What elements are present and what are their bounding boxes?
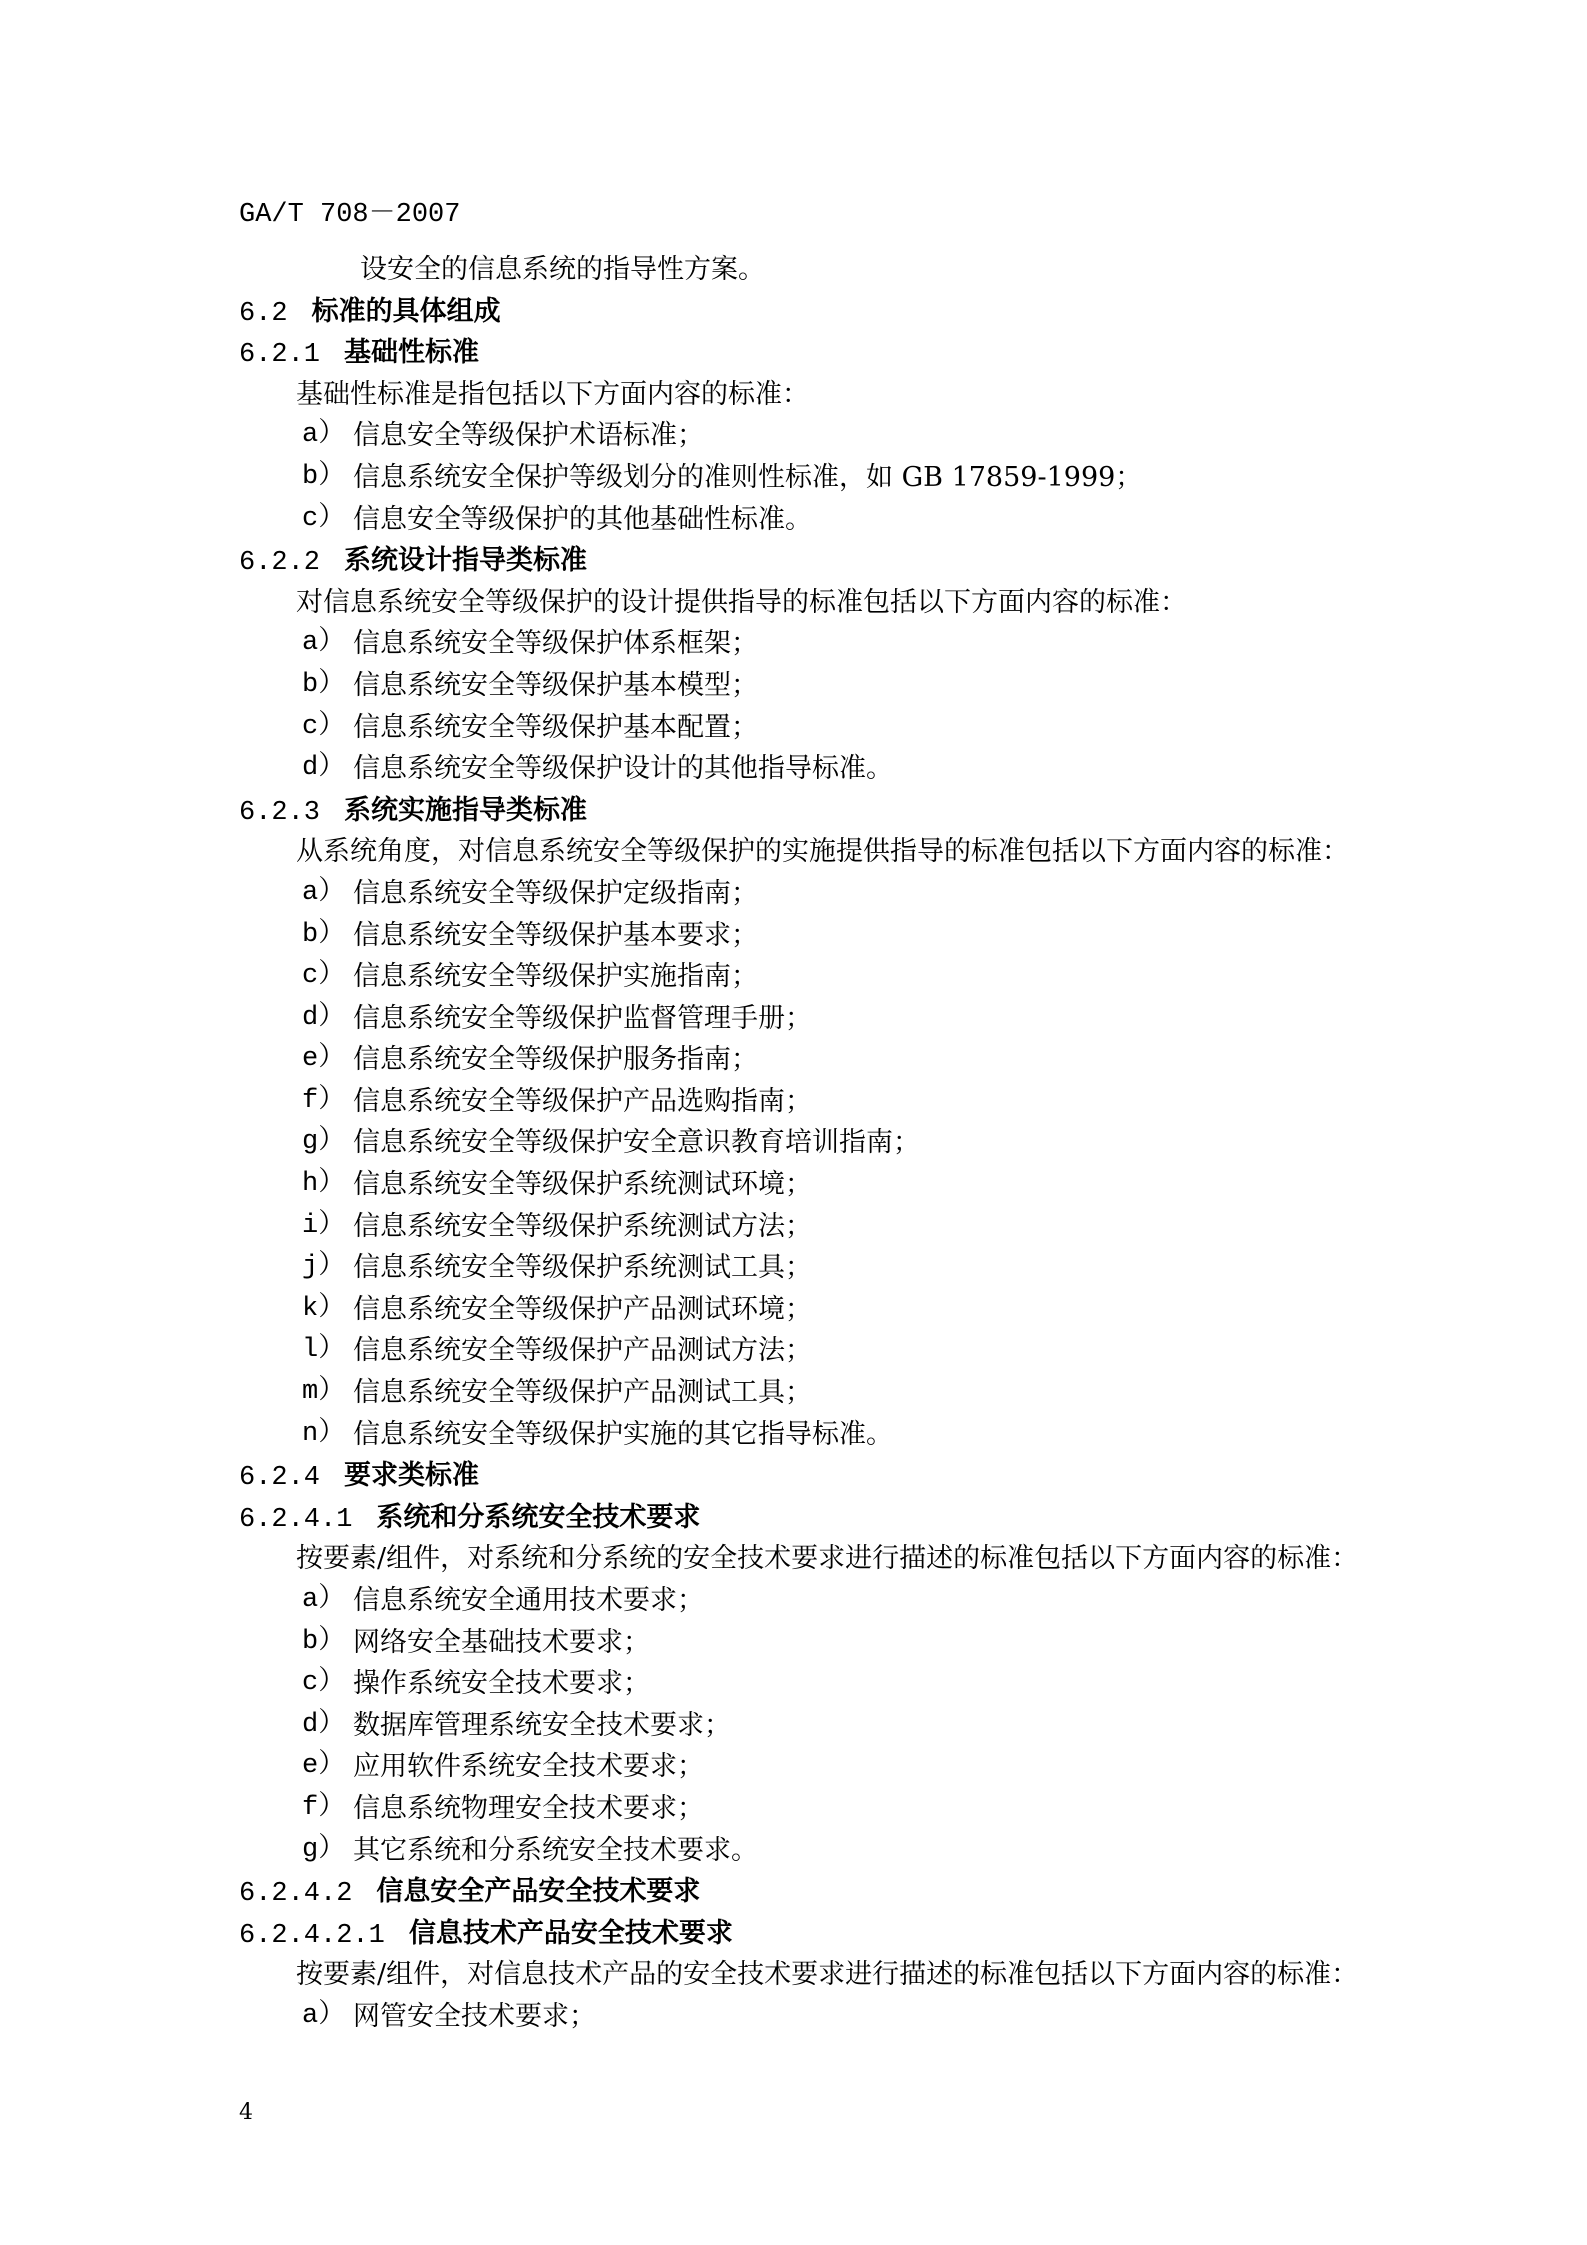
- list-item: [0, 457, 1587, 499]
- section-title: 要求类标准: [344, 1460, 480, 1492]
- paragraph: [0, 831, 1587, 873]
- section-number: 6.2.4.1: [239, 1504, 353, 1535]
- section-heading: [0, 1455, 1587, 1497]
- list-item-text: 信息系统安全等级保护实施指南；: [353, 961, 758, 993]
- list-item-label: e）: [302, 1044, 346, 1075]
- list-item-label: c）: [302, 961, 346, 992]
- section-title: 信息安全产品安全技术要求: [376, 1876, 701, 1908]
- paragraph-text: 设安全的信息系统的指导性方案。: [360, 254, 765, 285]
- section-heading: [0, 540, 1587, 582]
- section-title: 系统实施指导类标准: [344, 794, 588, 826]
- list-item-text: 信息系统安全等级保护基本配置；: [353, 711, 758, 743]
- list-item: [0, 1206, 1587, 1248]
- list-item: [0, 1746, 1587, 1788]
- section-number: 6.2.2: [239, 548, 321, 579]
- list-item: [0, 1164, 1587, 1206]
- list-item-text: 信息系统安全等级保护产品测试方法；: [353, 1335, 812, 1367]
- list-item: [0, 1081, 1587, 1123]
- section-title: 系统和分系统安全技术要求: [376, 1501, 701, 1533]
- list-item-label: a）: [302, 420, 346, 451]
- list-item-text: 信息安全等级保护的其他基础性标准。: [353, 503, 812, 535]
- list-item-label: a）: [302, 1585, 346, 1615]
- list-item-text: 信息系统安全等级保护系统测试方法；: [353, 1210, 812, 1242]
- paragraph: [0, 374, 1587, 416]
- list-item: [0, 1289, 1587, 1331]
- list-item: [0, 1663, 1587, 1705]
- section-heading: [0, 291, 1587, 333]
- paragraph-text: 对信息系统安全等级保护的设计提供指导的标准包括以下方面内容的标准：: [296, 586, 1187, 618]
- section-title: 基础性标准: [344, 337, 480, 369]
- list-item-label: d）: [302, 753, 346, 784]
- list-item-text: 信息系统安全等级保护体系框架；: [353, 628, 758, 660]
- list-item-text: 信息系统安全等级保护监督管理手册；: [353, 1002, 812, 1034]
- list-item-text: 应用软件系统安全技术要求；: [353, 1751, 704, 1783]
- list-item-label: c）: [302, 711, 346, 742]
- list-item-text: 网管安全技术要求；: [353, 2000, 596, 2032]
- list-item-label: i）: [302, 1210, 346, 1241]
- list-item: [0, 1122, 1587, 1164]
- list-item-text: 信息系统安全等级保护实施的其它指导标准。: [353, 1418, 893, 1450]
- list-item-text: 其它系统和分系统安全技术要求。: [353, 1834, 758, 1866]
- paragraph-text: 按要素/组件，对信息技术产品的安全技术要求进行描述的标准包括以下方面内容的标准：: [296, 1959, 1359, 1991]
- list-item-label: n）: [302, 1418, 346, 1449]
- list-item-text: 信息系统安全通用技术要求；: [353, 1585, 704, 1616]
- list-item: [0, 1705, 1587, 1747]
- list-item-text: 网络安全基础技术要求；: [353, 1626, 650, 1658]
- list-item-text: 操作系统安全技术要求；: [353, 1668, 650, 1700]
- list-item-label: b）: [302, 669, 346, 700]
- section-heading: [0, 790, 1587, 832]
- list-item-text: 信息安全等级保护术语标准；: [353, 420, 704, 452]
- section-number: 6.2.4: [239, 1463, 321, 1494]
- list-item-label: e）: [302, 1751, 346, 1782]
- list-item-label: d）: [302, 1002, 346, 1033]
- document-body: [0, 249, 1587, 2038]
- page-number: 4: [239, 2100, 253, 2125]
- list-item: [0, 1414, 1587, 1456]
- section-number: 6.2.1: [239, 340, 321, 371]
- paragraph: [0, 1954, 1587, 1996]
- list-item-text: 信息系统安全等级保护产品测试环境；: [353, 1293, 812, 1325]
- list-item: [0, 1039, 1587, 1081]
- list-item: [0, 415, 1587, 457]
- list-item: [0, 1247, 1587, 1289]
- list-item: [0, 707, 1587, 749]
- section-number: 6.2.4.2.1: [239, 1920, 385, 1951]
- paragraph-text: 从系统角度，对信息系统安全等级保护的实施提供指导的标准包括以下方面内容的标准：: [296, 836, 1349, 868]
- section-number: 6.2.3: [239, 797, 321, 828]
- list-item: [0, 956, 1587, 998]
- list-item-text: 信息系统物理安全技术要求；: [353, 1792, 704, 1824]
- list-item-text: 数据库管理系统安全技术要求；: [353, 1709, 731, 1741]
- list-item-label: h）: [302, 1169, 346, 1200]
- list-item-label: c）: [302, 503, 346, 534]
- list-item: [0, 1622, 1587, 1664]
- list-item-label: c）: [302, 1668, 346, 1699]
- section-title: 标准的具体组成: [311, 295, 501, 327]
- section-title: 系统设计指导类标准: [344, 545, 588, 577]
- list-item-text: 信息系统安全等级保护服务指南；: [353, 1044, 758, 1076]
- list-item-label: f）: [302, 1085, 346, 1116]
- list-item-text: 信息系统安全保护等级划分的准则性标准，如 GB 17859-1999；: [353, 461, 1143, 493]
- list-item-label: a）: [302, 877, 346, 908]
- list-item: [0, 665, 1587, 707]
- list-item: [0, 915, 1587, 957]
- section-heading: [0, 1871, 1587, 1913]
- list-item-label: d）: [302, 1709, 346, 1740]
- list-item: [0, 1788, 1587, 1830]
- list-item-label: j）: [302, 1252, 346, 1283]
- list-item-label: b）: [302, 919, 346, 950]
- list-item-text: 信息系统安全等级保护安全意识教育培训指南；: [353, 1127, 920, 1159]
- list-item: [0, 1996, 1587, 2038]
- list-item-label: g）: [302, 1834, 346, 1865]
- list-item-label: a）: [302, 2000, 346, 2031]
- section-heading: [0, 332, 1587, 374]
- list-item-label: k）: [302, 1293, 346, 1324]
- section-number: 6.2.4.2: [239, 1879, 353, 1910]
- paragraph-text: 按要素/组件，对系统和分系统的安全技术要求进行描述的标准包括以下方面内容的标准：: [296, 1543, 1359, 1575]
- paragraph: [0, 582, 1587, 624]
- list-item-label: f）: [302, 1792, 346, 1823]
- list-item-label: l）: [302, 1335, 346, 1366]
- list-item-text: 信息系统安全等级保护基本模型；: [353, 669, 758, 701]
- section-heading: [0, 1913, 1587, 1955]
- list-item: [0, 623, 1587, 665]
- list-item: [0, 499, 1587, 541]
- list-item-label: a）: [302, 628, 346, 659]
- section-heading: [0, 1497, 1587, 1539]
- list-item: [0, 1330, 1587, 1372]
- document-code-header: GA/T 708－2007: [239, 200, 461, 230]
- list-item-text: 信息系统安全等级保护定级指南；: [353, 877, 758, 909]
- list-item-text: 信息系统安全等级保护基本要求；: [353, 919, 758, 951]
- list-item: [0, 998, 1587, 1040]
- list-item-text: 信息系统安全等级保护系统测试环境；: [353, 1169, 812, 1201]
- paragraph-continuation: [0, 249, 1587, 291]
- list-item-text: 信息系统安全等级保护产品测试工具；: [353, 1377, 812, 1409]
- list-item-label: b）: [302, 1626, 346, 1657]
- section-number: 6.2: [239, 298, 288, 329]
- list-item-text: 信息系统安全等级保护系统测试工具；: [353, 1252, 812, 1284]
- list-item-text: 信息系统安全等级保护设计的其他指导标准。: [353, 753, 893, 785]
- list-item: [0, 873, 1587, 915]
- paragraph-text: 基础性标准是指包括以下方面内容的标准：: [296, 378, 809, 410]
- list-item: [0, 1372, 1587, 1414]
- list-item: [0, 1580, 1587, 1622]
- list-item-label: m）: [302, 1377, 346, 1408]
- list-item: [0, 1830, 1587, 1872]
- list-item: [0, 748, 1587, 790]
- list-item-label: b）: [302, 461, 346, 492]
- list-item-text: 信息系统安全等级保护产品选购指南；: [353, 1085, 812, 1117]
- paragraph: [0, 1538, 1587, 1580]
- section-title: 信息技术产品安全技术要求: [408, 1917, 733, 1949]
- list-item-label: g）: [302, 1127, 346, 1158]
